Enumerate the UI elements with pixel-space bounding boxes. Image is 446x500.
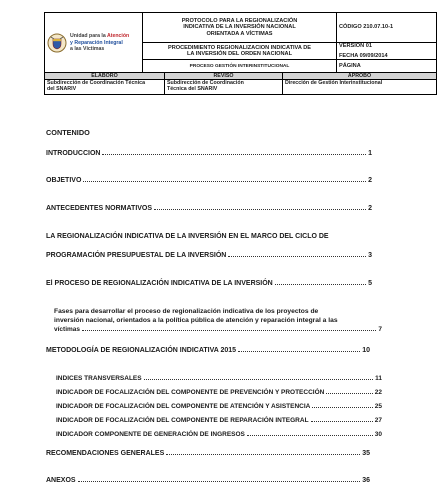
leader-dots — [275, 284, 366, 285]
leader-dots — [83, 181, 366, 182]
procedure-title-line1: PROCEDIMIENTO REGIONALIZACION INDICATIVA DE — [167, 44, 312, 51]
toc-entry-indices[interactable] — [56, 375, 382, 382]
toc-title: CONTENIDO — [46, 128, 90, 137]
reviso-line2: Técnica del SNARIV — [167, 86, 218, 93]
agency-logo-text — [70, 33, 129, 52]
leader-dots — [82, 330, 376, 331]
toc-entry-page: 25 — [374, 403, 382, 410]
page-cell: PÁGINA — [337, 60, 437, 73]
toc-entry-label: INDICADOR DE FOCALIZACIÓN DEL COMPONENTE DE PREVENCIÓN Y PROTECCIÓN — [56, 389, 325, 396]
toc-entry-label: ANEXOS — [46, 477, 76, 484]
toc-entry-page: 1 — [368, 150, 372, 157]
aprobo-header: APROBO — [283, 73, 437, 80]
toc-entry-fases-text — [54, 308, 384, 326]
toc-entry-label: RECOMENDACIONES GENERALES — [46, 450, 165, 457]
toc-entry-page: 2 — [368, 177, 372, 184]
date-label: FECHA 09/09/2014 — [339, 53, 388, 59]
protocol-title-line2: INDICATIVA DE LA INVERSIÓN NACIONAL — [183, 24, 296, 31]
leader-dots — [247, 435, 373, 436]
leader-dots — [326, 393, 372, 394]
toc-entry-regionalizacion-line1: LA REGIONALIZACIÓN INDICATIVA DE LA INVERSIÓN EN EL MARCO DEL CICLO DE — [46, 233, 329, 240]
protocol-title-line1: PROTOCOLO PARA LA REGIONALIZACIÓN — [181, 17, 298, 24]
signatures-table — [44, 72, 437, 95]
logo-line1-b: Atención — [107, 33, 130, 40]
toc-entry-recomendaciones[interactable] — [46, 450, 370, 457]
coat-of-arms-icon — [47, 33, 67, 53]
toc-entry-ind-prevencion[interactable] — [56, 389, 382, 396]
process-cell: PROCESO GESTIÓN INTERINSTITUCIONAL — [143, 60, 337, 73]
toc-entry-label: INDICADOR COMPONENTE DE GENERACIÓN DE INGRESOS — [56, 431, 245, 438]
logo-line2: y Reparación Integral — [70, 39, 123, 46]
reviso-line1: Subdirección de Coordinación — [167, 80, 244, 87]
toc-entry-ind-ingresos[interactable] — [56, 431, 382, 438]
toc-entry-page: 2 — [368, 205, 372, 212]
toc-entry-page: 11 — [375, 375, 382, 382]
elaboro-header: ELABORO — [45, 73, 165, 80]
toc-entry-label: PROGRAMACIÓN PRESUPUESTAL DE LA INVERSIÓN — [46, 252, 227, 259]
elaboro-line2: del SNARIV — [47, 86, 77, 93]
toc-entry-page: 10 — [362, 347, 370, 354]
reviso-cell — [165, 80, 283, 95]
toc-entry-ind-atencion[interactable] — [56, 403, 382, 410]
leader-dots — [154, 209, 366, 210]
toc-entry-anexos[interactable] — [46, 477, 370, 484]
logo-cell — [45, 13, 143, 73]
toc-entry-fases-line2: inversión nacional, orientados a la política pública de atención y reparación integral a las — [54, 316, 338, 324]
leader-dots — [102, 154, 366, 155]
leader-dots — [311, 421, 373, 422]
leader-dots — [312, 407, 372, 408]
leader-dots — [144, 379, 374, 380]
toc-entry-proceso[interactable] — [46, 280, 372, 287]
toc-entry-page: 7 — [378, 326, 382, 333]
toc-entry-introduccion[interactable] — [46, 150, 372, 157]
toc-entry-antecedentes[interactable] — [46, 205, 372, 212]
toc-entry-page: 3 — [368, 252, 372, 259]
code-cell: CÓDIGO 210.07.10-1 — [337, 13, 437, 43]
toc-entry-label: METODOLOGÍA DE REGIONALIZACIÓN INDICATIVA 2015 — [46, 347, 237, 354]
aprobo-cell: Dirección de Gestión Interinstitucional — [283, 80, 437, 95]
toc-entry-label: OBJETIVO — [46, 177, 82, 184]
version-cell — [337, 43, 437, 60]
reviso-header: REVISO — [165, 73, 283, 80]
toc-entry-page: 36 — [362, 477, 370, 484]
logo-line1-a: Unidad para la — [70, 33, 106, 40]
toc-entry-metodologia[interactable] — [46, 347, 370, 354]
toc-entry-label: ANTECEDENTES NORMATIVOS — [46, 205, 153, 212]
document-header-table — [44, 12, 437, 73]
toc-entry-label: El PROCESO DE REGIONALIZACIÓN INDICATIVA DE LA INVERSIÓN — [46, 280, 273, 287]
leader-dots — [238, 351, 360, 352]
elaboro-cell — [45, 80, 165, 95]
toc-entry-label: INDICES TRANSVERSALES — [56, 375, 142, 382]
toc-entry-page: 22 — [374, 389, 382, 396]
toc-entry-fases[interactable] — [54, 326, 382, 333]
toc-entry-objetivo[interactable] — [46, 177, 372, 184]
toc-entry-label: INDICADOR DE FOCALIZACIÓN DEL COMPONENTE DE ATENCIÓN Y ASISTENCIA — [56, 403, 311, 410]
toc-entry-label: INDICADOR DE FOCALIZACIÓN DEL COMPONENTE DE REPARACIÓN INTEGRAL — [56, 417, 309, 424]
protocol-title-line3: ORIENTADA A VÍCTIMAS — [206, 30, 273, 37]
toc-entry-page: 35 — [362, 450, 370, 457]
toc-entry-label: víctimas — [54, 326, 81, 333]
toc-entry-regionalizacion[interactable] — [46, 252, 372, 259]
leader-dots — [228, 256, 366, 257]
toc-entry-ind-reparacion[interactable] — [56, 417, 382, 424]
protocol-title — [143, 13, 337, 43]
toc-entry-label: INTRODUCCION — [46, 150, 101, 157]
procedure-title — [143, 43, 337, 60]
toc-entry-page: 30 — [374, 431, 382, 438]
toc-entry-page: 27 — [374, 417, 382, 424]
version-label: VERSIÓN 01 — [339, 43, 372, 49]
elaboro-line1: Subdirección de Coordinación Técnica — [47, 80, 146, 87]
toc-entry-page: 5 — [368, 280, 372, 287]
logo-line3: a las Víctimas — [70, 45, 105, 52]
leader-dots — [166, 454, 360, 455]
procedure-title-line2: LA INVERSIÓN DEL ORDEN NACIONAL — [186, 51, 293, 58]
leader-dots — [78, 481, 361, 482]
toc-entry-fases-line1: Fases para desarrollar el proceso de regionalización indicativa de los proyectos de — [54, 308, 319, 315]
